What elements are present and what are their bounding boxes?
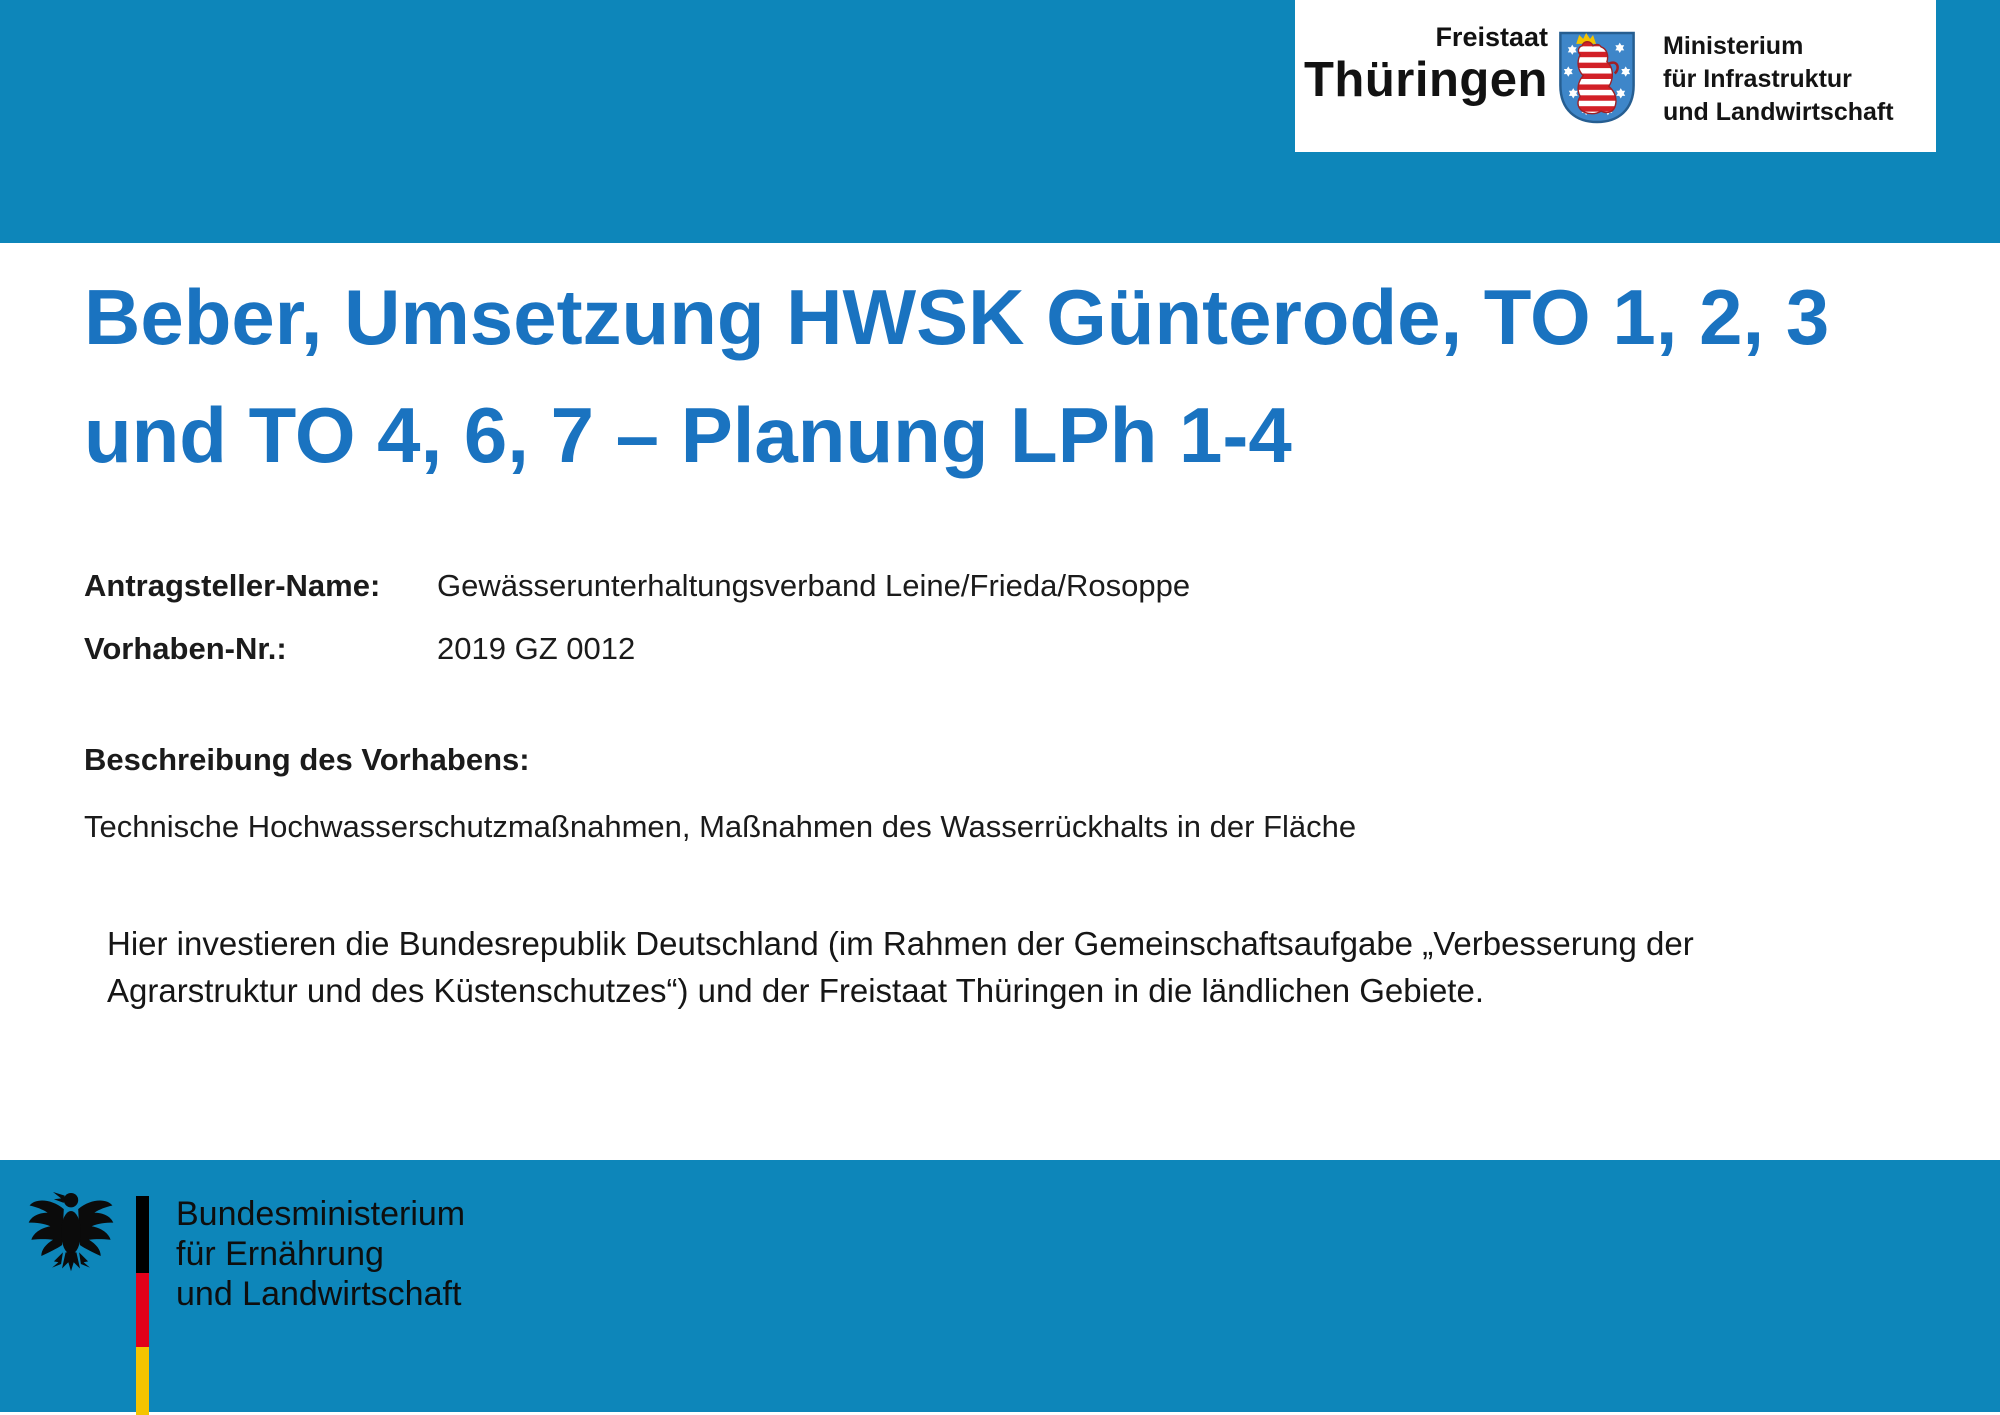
freistaat-thueringen-wordmark xyxy=(1304,22,1548,108)
thuringia-coat-of-arms-icon xyxy=(1557,30,1637,130)
page-title-line2: und TO 4, 6, 7 – Planung LPh 1-4 xyxy=(84,391,1292,479)
freistaat-label: Freistaat xyxy=(1435,22,1548,52)
bmel-line: und Landwirtschaft xyxy=(176,1275,462,1313)
ministry-line: für Infrastruktur xyxy=(1663,65,1852,93)
german-flag-stripe xyxy=(136,1196,149,1415)
field-row-vorhaben-nr xyxy=(84,629,1190,669)
page-title xyxy=(84,258,1984,494)
bmel-line: Bundesministerium xyxy=(176,1195,466,1233)
bmel-line: für Ernährung xyxy=(176,1235,384,1273)
flag-gold-segment xyxy=(136,1347,149,1415)
ministry-name xyxy=(1663,30,1894,129)
funding-note-line1: Hier investieren die Bundesrepublik Deutschland (im Rahmen der Gemeinschaftsaufgabe „Verbesserung der xyxy=(107,925,1694,962)
field-label: Antragsteller-Name: xyxy=(84,568,381,603)
bmel-ministry-name xyxy=(176,1194,465,1314)
field-value: 2019 GZ 0012 xyxy=(437,631,636,666)
field-row-antragsteller xyxy=(84,566,1190,606)
ministry-line: und Landwirtschaft xyxy=(1663,98,1894,126)
funding-note xyxy=(107,920,1694,1014)
field-label: Vorhaben-Nr.: xyxy=(84,631,287,666)
federal-eagle-icon xyxy=(26,1183,116,1288)
field-value: Gewässerunterhaltungsverband Leine/Frieda/Rosoppe xyxy=(437,568,1191,603)
project-fields xyxy=(84,566,1190,692)
state-name: Thüringen xyxy=(1303,53,1548,107)
ministry-line: Ministerium xyxy=(1663,32,1804,60)
description-heading: Beschreibung des Vorhabens: xyxy=(84,742,530,777)
description-text: Technische Hochwasserschutzmaßnahmen, Maßnahmen des Wasserrückhalts in der Fläche xyxy=(84,809,1357,844)
funding-note-line2: Agrarstruktur und des Küstenschutzes“) und der Freistaat Thüringen in die ländlichen Gebiete. xyxy=(107,972,1484,1009)
top-banner xyxy=(0,0,2000,243)
thuringia-logo-box xyxy=(1295,0,1936,152)
page-title-line1: Beber, Umsetzung HWSK Günterode, TO 1, 2, 3 xyxy=(84,273,1830,361)
flag-black-segment xyxy=(136,1196,149,1273)
flag-red-segment xyxy=(136,1273,149,1347)
